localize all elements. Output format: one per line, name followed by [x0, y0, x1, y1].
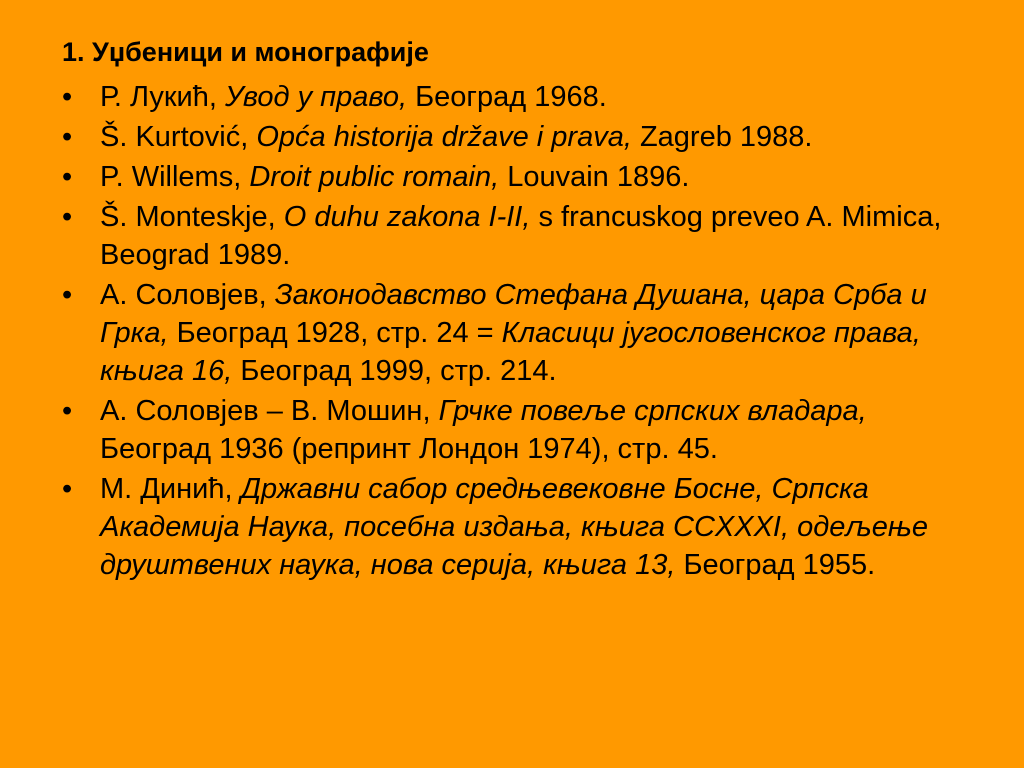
ref-title: Droit public romain, — [249, 161, 500, 193]
ref-title: Државни сабор средњевековне Босне, Српска Академија Наука, посебна издања, књига CCXXXI, одељење друштвених наука, нова серија, књига 13, — [100, 473, 929, 581]
bullet-icon: • — [62, 279, 73, 311]
ref-rest: Zagreb 1988. — [631, 121, 813, 153]
ref-rest: Београд 1999, стр. 214. — [232, 355, 557, 387]
bullet-icon: • — [62, 395, 73, 427]
list-item — [62, 198, 962, 274]
ref-rest: Louvain 1896. — [499, 161, 690, 193]
ref-author: Р. Лукић, — [100, 81, 225, 113]
bullet-icon: • — [62, 473, 73, 505]
ref-author: Š. Kurtović, — [100, 121, 257, 153]
ref-title: Увод у право, — [224, 81, 408, 113]
list-item — [62, 118, 962, 156]
ref-title-secondary: Класици југословенског права, књига 16, — [100, 317, 921, 387]
ref-title: Законодавство Стефана Душана, цара Срба и Грка, — [100, 279, 927, 349]
ref-rest: Београд 1955. — [675, 549, 876, 581]
ref-title: O duhu zakona I-II, — [283, 201, 531, 233]
ref-author: А. Соловјев, — [100, 279, 275, 311]
list-item — [62, 470, 962, 584]
ref-author: P. Willems, — [100, 161, 250, 193]
bullet-icon: • — [62, 81, 73, 113]
ref-mid: Београд 1928, стр. 24 = — [168, 317, 502, 349]
ref-rest: Београд 1968. — [407, 81, 607, 113]
ref-author: М. Динић, — [100, 473, 241, 505]
ref-rest: s francuskog preveo A. Mimica, Beograd 1989. — [100, 201, 942, 271]
ref-title: Грчке повеље српских владара, — [438, 395, 867, 427]
list-item — [62, 392, 962, 468]
list-item — [62, 78, 962, 116]
ref-rest: Београд 1936 (репринт Лондон 1974), стр. 45. — [100, 433, 718, 465]
reference-list — [62, 78, 962, 586]
ref-title: Opća historija države i prava, — [256, 121, 632, 153]
bullet-icon: • — [62, 201, 73, 233]
list-item — [62, 158, 962, 196]
ref-author: А. Соловјев – В. Мошин, — [100, 395, 439, 427]
list-item — [62, 276, 962, 390]
slide-heading: 1. Уџбеници и монографије — [62, 37, 429, 67]
bullet-icon: • — [62, 161, 73, 193]
ref-author: Š. Monteskje, — [100, 201, 284, 233]
bullet-icon: • — [62, 121, 73, 153]
